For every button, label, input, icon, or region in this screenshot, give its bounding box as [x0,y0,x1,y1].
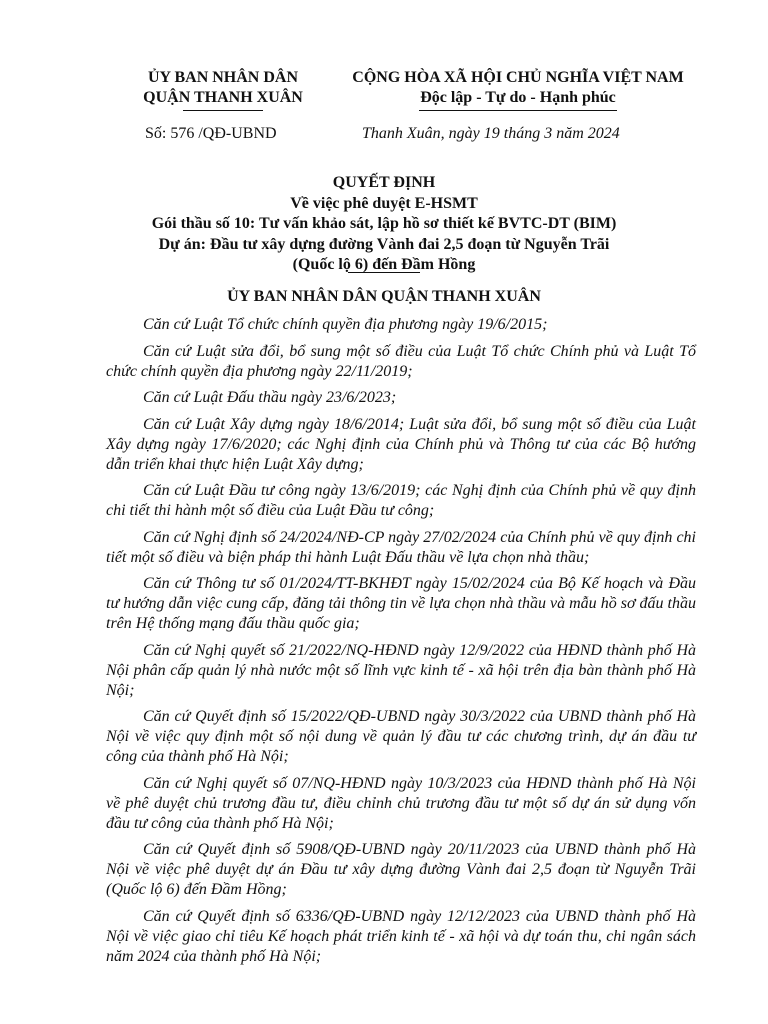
basis-paragraph: Căn cứ Luật sửa đổi, bổ sung một số điều của Luật Tổ chức Chính phủ và Luật Tổ chức chính quyền địa phương ngày 22/11/2019; [106,342,696,380]
basis-paragraph: Căn cứ Luật Đầu tư công ngày 13/6/2019; các Nghị định của Chính phủ về quy định chi tiết thi hành một số điều của Luật Đầu tư công; [106,482,696,519]
basis-paragraph: Căn cứ Luật Xây dựng ngày 18/6/2014; Luật sửa đổi, bổ sung một số điều của Luật Xây dựng ngày 17/6/2020; các Nghị định của Chính phủ và Thông tư của các Bộ hướng dẫn triển khai thực hiện Luật Xây dựng; [106,415,696,473]
basis-paragraph: Căn cứ Nghị quyết số 21/2022/NQ-HĐND ngày 12/9/2022 của HĐND thành phố Hà Nội phân cấp quản lý nhà nước một số lĩnh vực kinh tế - xã hội trên địa bàn thành phố Hà Nội; [106,641,696,699]
legal-bases [106,315,696,973]
basis-paragraph: Căn cứ Thông tư số 01/2024/TT-BKHĐT ngày 15/02/2024 của Bộ Kế hoạch và Đầu tư hướng dẫn việc cung cấp, đăng tải thông tin về lựa chọn nhà thầu và mẫu hồ sơ đấu thầu trên Hệ thống mạng đấu thầu quốc gia; [106,575,696,632]
motto-underline [419,110,617,111]
document-number: Số: 576 /QĐ-UBND [145,125,277,142]
basis-paragraph: Căn cứ Nghị định số 24/2024/NĐ-CP ngày 27/02/2024 của Chính phủ về quy định chi tiết một số điều và biện pháp thi hành Luật Đấu thầu về lựa chọn nhà thầu; [106,528,696,566]
title-underline [348,272,420,273]
basis-paragraph: Căn cứ Nghị quyết số 07/NQ-HĐND ngày 10/3/2023 của HĐND thành phố Hà Nội về phê duyệt chủ trương đầu tư, điều chỉnh chủ trương đầu tư một số dự án sử dụng vốn đầu tư công của thành phố Hà Nội; [106,774,696,832]
basis-paragraph: Căn cứ Luật Tổ chức chính quyền địa phương ngày 19/6/2015; [143,316,548,333]
org-line-1: ỦY BAN NHÂN DÂN [147,69,299,86]
basis-paragraph: Căn cứ Quyết định số 6336/QĐ-UBND ngày 12/12/2023 của UBND thành phố Hà Nội về việc giao chỉ tiêu Kế hoạch phát triển kinh tế - xã hội và dự toán thu, chi ngân sách năm 2024 của thành phố Hà Nội; [106,907,696,965]
project-title-cont: (Quốc lộ 6) đến Đầm Hồng [292,256,476,273]
org-line-2: QUẬN THANH XUÂN [143,89,303,106]
nation-line-2: Độc lập - Tự do - Hạnh phúc [420,89,616,106]
decision-title-block [100,173,668,276]
basis-paragraph: Căn cứ Quyết định số 5908/QĐ-UBND ngày 20/11/2023 của UBND thành phố Hà Nội về việc phê duyệt dự án Đầu tư xây dựng đường Vành đai 2,5 đoạn từ Nguyễn Trãi (Quốc lộ 6) đến Đầm Hồng; [106,841,696,898]
authority-heading: ỦY BAN NHÂN DÂN QUẬN THANH XUÂN [227,288,541,305]
national-motto-header [332,68,704,108]
basis-paragraph: Căn cứ Luật Đấu thầu ngày 23/6/2023; [143,389,397,406]
issuing-authority-header [118,68,328,108]
project-title: Dự án: Đầu tư xây dựng đường Vành đai 2,5 đoạn từ Nguyễn Trãi [158,235,610,253]
nation-line-1: CỘNG HÒA XÃ HỘI CHỦ NGHĨA VIỆT NAM [352,69,684,86]
decision-subject: Về việc phê duyệt E-HSMT [290,194,478,212]
basis-paragraph: Căn cứ Quyết định số 15/2022/QĐ-UBND ngày 30/3/2022 của UBND thành phố Hà Nội về việc quy định một số nội dung về quản lý đầu tư các chương trình, dự án đầu tư công của thành phố Hà Nội; [106,708,696,765]
place-and-date: Thanh Xuân, ngày 19 tháng 3 năm 2024 [362,125,620,142]
org-underline [183,110,263,111]
package-title: Gói thầu số 10: Tư vấn khảo sát, lập hồ sơ thiết kế BVTC-DT (BIM) [151,215,617,232]
decision-type: QUYẾT ĐỊNH [332,174,436,191]
